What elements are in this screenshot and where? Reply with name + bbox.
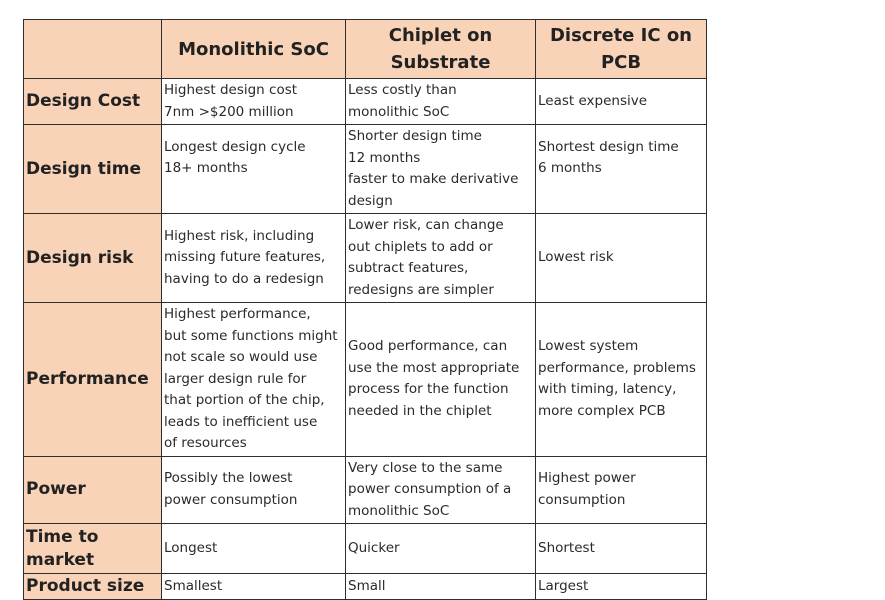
table-cell: Longest design cycle 18+ months: [162, 125, 346, 214]
table-cell: Highest design cost 7nm >$200 million: [162, 79, 346, 125]
table-cell: Highest performance, but some functions might not scale so would use larger design rule for that portion of the chip, leads to inefficient use of resources: [162, 303, 346, 457]
row-header-product-size: Product size: [24, 574, 162, 600]
table-cell: Quicker: [346, 524, 536, 574]
table-cell: Highest risk, including missing future features, having to do a redesign: [162, 214, 346, 303]
table-cell: Shortest: [536, 524, 707, 574]
column-header-discrete-ic-on-pcb: Discrete IC on PCB: [536, 20, 707, 79]
table-row-design-risk: [24, 214, 707, 303]
table-cell: Small: [346, 574, 536, 600]
column-header-monolithic-soc: Monolithic SoC: [162, 20, 346, 79]
table-row-time-to-market: [24, 524, 707, 574]
table-cell: Good performance, can use the most appropriate process for the function needed in the chiplet: [346, 303, 536, 457]
table-row-design-cost: [24, 79, 707, 125]
table-cell: Very close to the same power consumption of a monolithic SoC: [346, 456, 536, 524]
header-corner-cell: [24, 20, 162, 79]
table-cell: Least expensive: [536, 79, 707, 125]
row-header-design-risk: Design risk: [24, 214, 162, 303]
table-row-design-time: [24, 125, 707, 214]
table-cell: Lowest system performance, problems with timing, latency, more complex PCB: [536, 303, 707, 457]
table-row-power: [24, 456, 707, 524]
table-row-performance: [24, 303, 707, 457]
table-cell: Highest power consumption: [536, 456, 707, 524]
comparison-table: [23, 19, 707, 600]
column-header-chiplet-on-substrate: Chiplet on Substrate: [346, 20, 536, 79]
table-row-product-size: [24, 574, 707, 600]
row-header-performance: Performance: [24, 303, 162, 457]
row-header-design-time: Design time: [24, 125, 162, 214]
table-cell: Smallest: [162, 574, 346, 600]
table-cell: Shortest design time 6 months: [536, 125, 707, 214]
row-header-design-cost: Design Cost: [24, 79, 162, 125]
table-cell: Possibly the lowest power consumption: [162, 456, 346, 524]
row-header-time-to-market: Time to market: [24, 524, 162, 574]
table-cell: Longest: [162, 524, 346, 574]
table-cell: Lowest risk: [536, 214, 707, 303]
table-cell: Less costly than monolithic SoC: [346, 79, 536, 125]
table-cell: Shorter design time 12 months faster to make derivative design: [346, 125, 536, 214]
table-cell: Lower risk, can change out chiplets to add or subtract features, redesigns are simpler: [346, 214, 536, 303]
table-header-row: [24, 20, 707, 79]
row-header-power: Power: [24, 456, 162, 524]
table-cell: Largest: [536, 574, 707, 600]
